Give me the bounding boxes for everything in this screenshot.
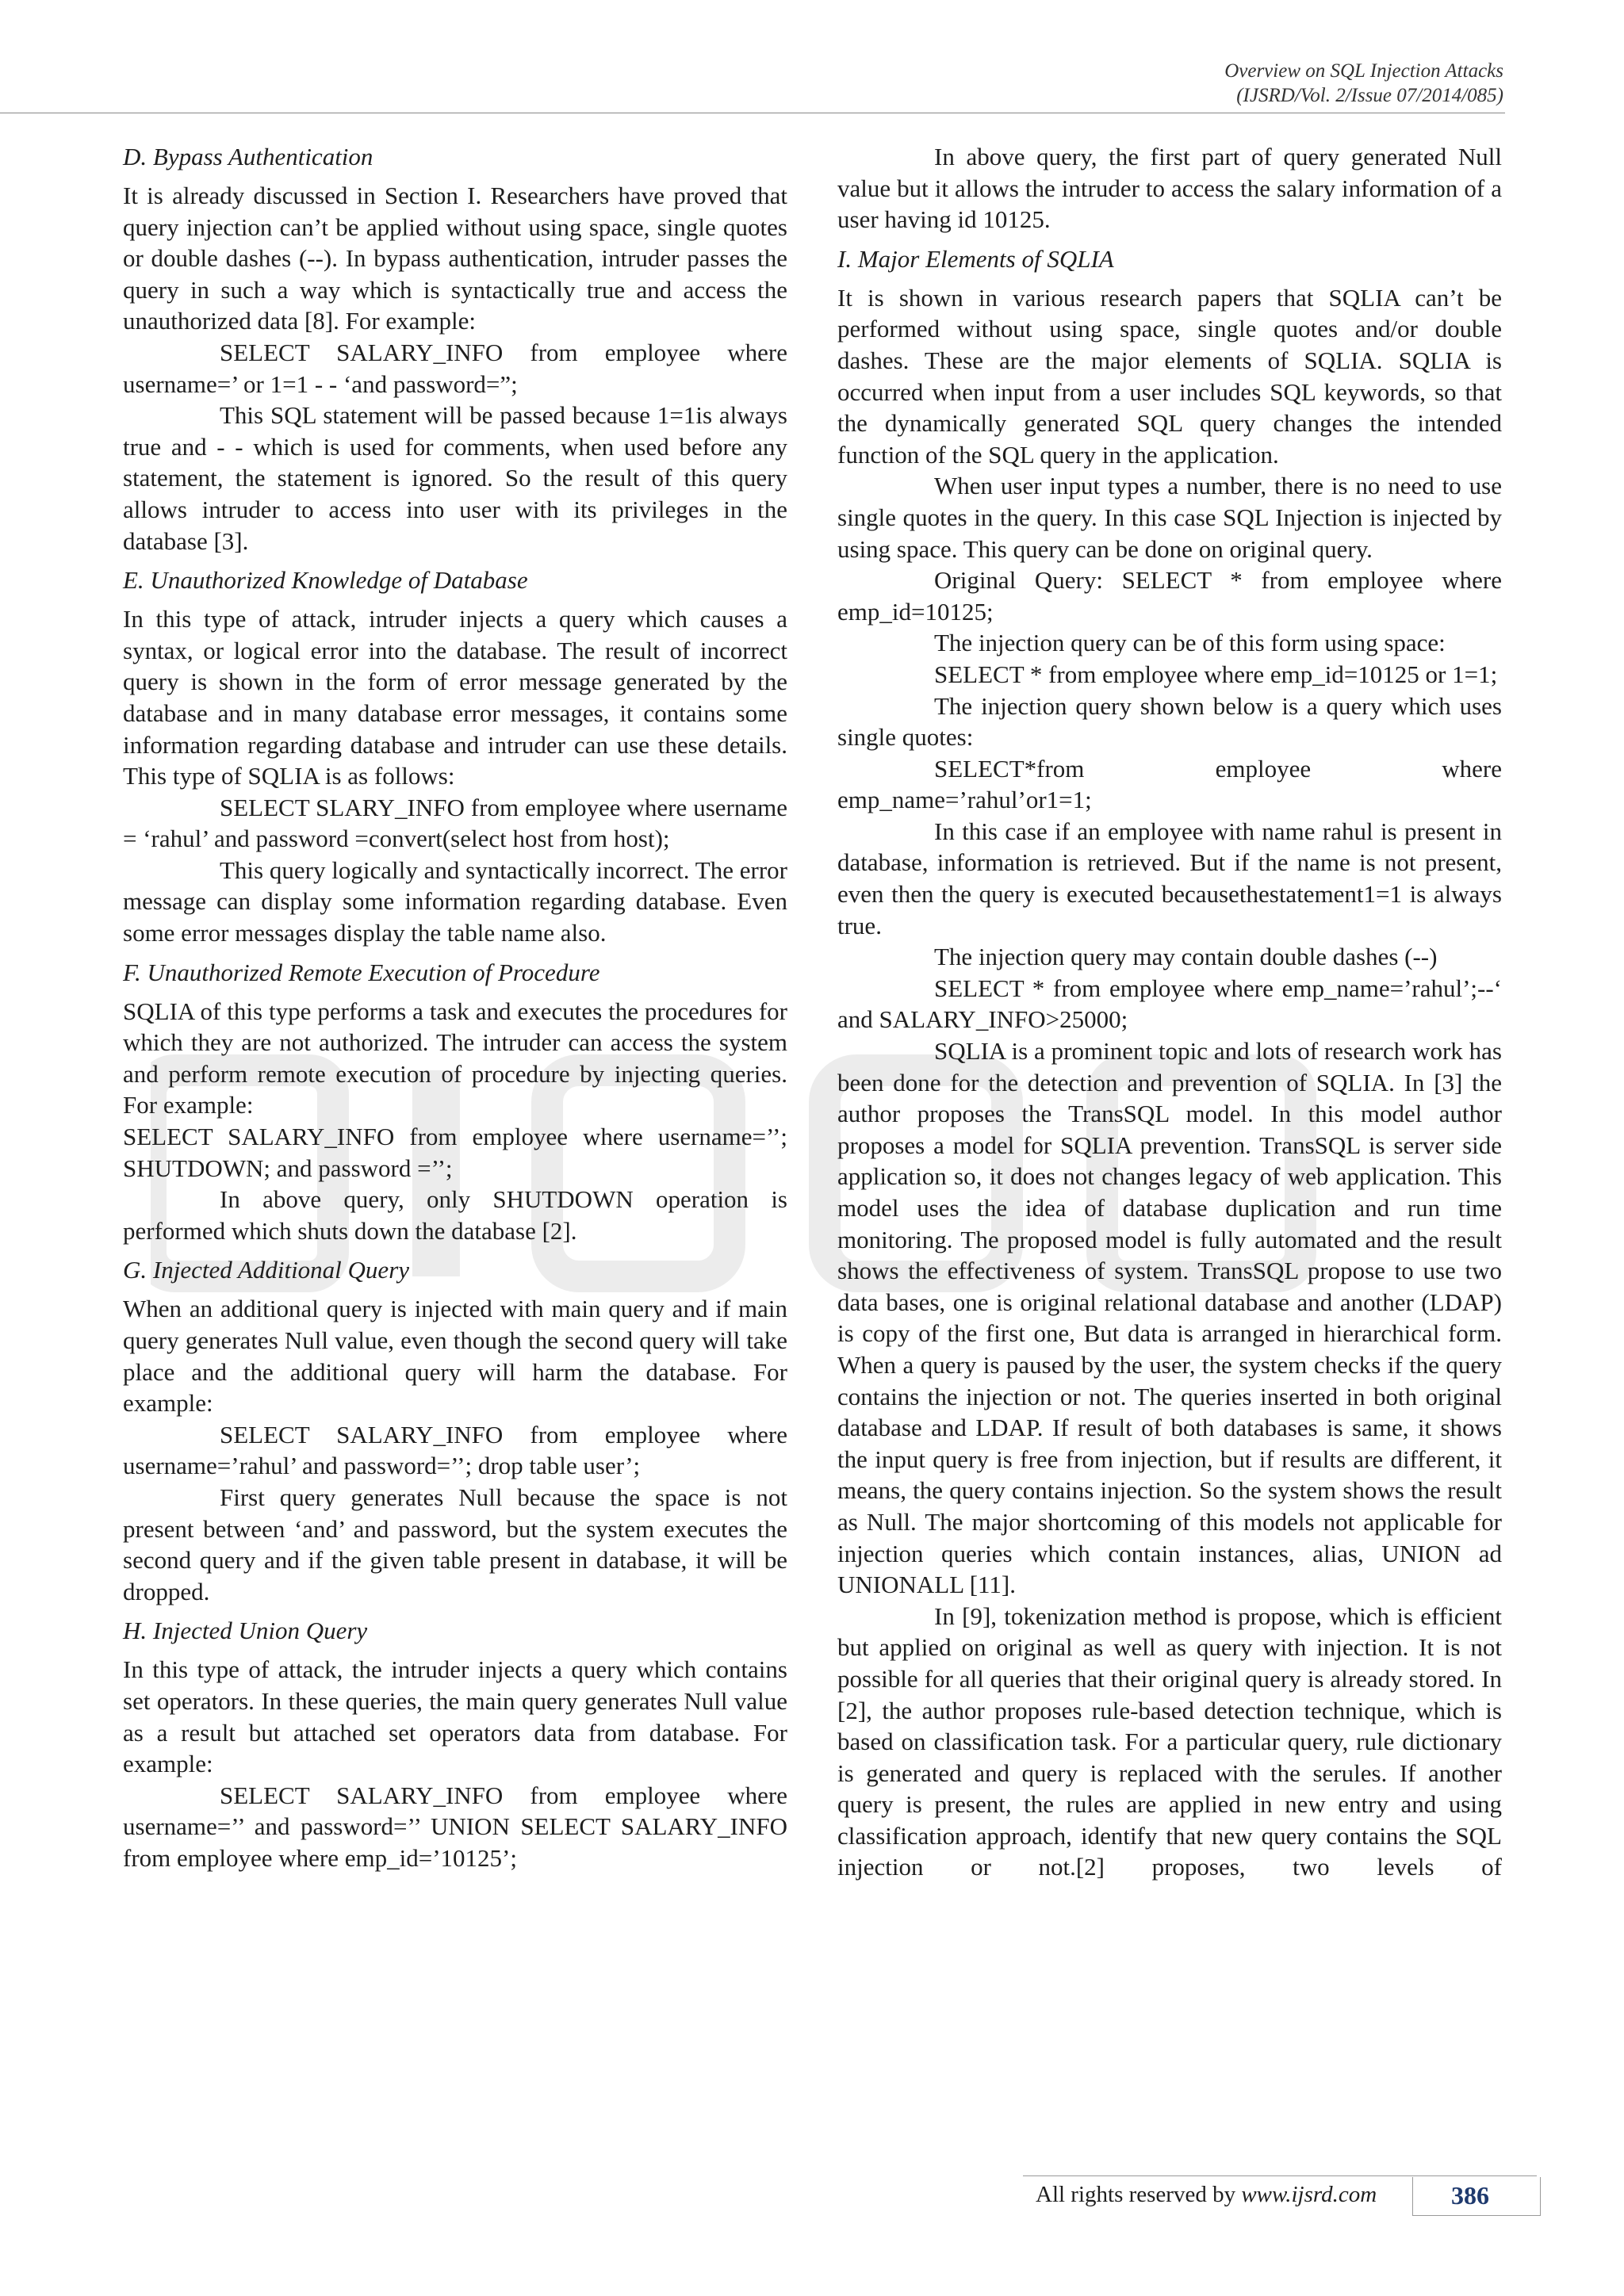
header-journal: (IJSRD/Vol. 2/Issue 07/2014/085) xyxy=(1236,85,1503,106)
paragraph: It is already discussed in Section I. Researchers have proved that query injection can’t be applied without using space, single quotes or double dashes (--). In bypass authentication, intruder passes the query in such a way which is syntactically true and access the unauthorized data [8]. For example: xyxy=(123,182,787,335)
section-heading-f: F. Unauthorized Remote Execution of Procedure xyxy=(123,958,600,986)
paragraph: The injection query can be of this form using space: xyxy=(934,629,1446,657)
code-example: SELECT * from employee where emp_id=10125 or 1=1; xyxy=(934,660,1498,688)
section-heading-g: G. Injected Additional Query xyxy=(123,1256,410,1284)
section-heading-i: I. Major Elements of SQLIA xyxy=(837,244,1114,273)
paragraph: In this type of attack, the intruder injects a query which contains set operators. In these queries, the main query generates Null value as a result but attached set operators data from database. For example: xyxy=(123,1655,787,1778)
paragraph: The injection query may contain double dashes (--) xyxy=(934,943,1438,971)
paragraph: First query generates Null because the space is not present between ‘and’ and password, but the system executes the second query and if the given table present in database, it will be dropped. xyxy=(123,1483,787,1605)
code-example: SELECT SALARY_INFO from employee where username=’ or 1=1 - - ‘and password=”; xyxy=(123,338,787,398)
running-header xyxy=(1224,59,1503,108)
footer-rule xyxy=(1023,2175,1537,2176)
right-column xyxy=(837,141,1502,1883)
header-title: Overview on SQL Injection Attacks xyxy=(1224,60,1503,82)
footer-site-link[interactable]: www.ijsrd.com xyxy=(1241,2182,1377,2207)
section-heading-d: D. Bypass Authentication xyxy=(123,143,373,170)
paragraph: When an additional query is injected with main query and if main query generates Null value, even though the second query will take place and the additional query will harm the database. For example: xyxy=(123,1295,787,1418)
footer-rights: All rights reserved by xyxy=(1036,2182,1242,2207)
code-example: SELECT SALARY_INFO from employee where username=’’ and password=’’ UNION SELECT SALARY_INFO from employee where emp_id=’10125’; xyxy=(123,1781,787,1872)
paragraph: SQLIA is a prominent topic and lots of research work has been done for the detection and prevention of SQLIA. In [3] the author proposes the TransSQL model. In this model author proposes a model for SQLIA prevention. TransSQL is server side application so, it does not changes legacy of web application. This model uses the idea of database duplication and run time monitoring. The proposed model is fully automated and the result shows the effectiveness of system. TransSQL propose to use two data bases, one is original relational database and another (LDAP) is copy of the first one, But data is arranged in hierarchical form. When a query is paused by the user, the system checks if the query contains the injection or not. The queries inserted in both original database and LDAP. If result of both databases is same, it shows the input query is free from injection, but if results are different, it means, the query contains injection. So the system shows the result as Null. The major shortcoming of this models not applicable for injection queries which contain instances, alias, UNION ad UNIONALL [11]. xyxy=(837,1037,1502,1599)
code-example: SELECT SALARY_INFO from employee where username=’’; SHUTDOWN; and password =’’; xyxy=(123,1123,787,1182)
paragraph: In [9], tokenization method is propose, which is efficient but applied on original as well as query with injection. It is not possible for all queries that their original query is already stored. In [2], the author proposes rule-based detection technique, which is based on classification task. For a particular query, rule dictionary is generated and query is replaced with the serules. If another query is present, the rules are applied in new entry and using classification approach, identify that new query contains the SQL injection or not.[2] proposes, two levels of xyxy=(837,1601,1502,1881)
paragraph: In this type of attack, intruder injects a query which causes a syntax, or logical error into the database. The result of incorrect query is shown in the form of error message generated by the database and in many database error messages, it contains some information regarding database and intruder can use these details. This type of SQLIA is as follows: xyxy=(123,605,787,790)
paragraph: This query logically and syntactically incorrect. The error message can display some information regarding database. Even some error messages display the table name also. xyxy=(123,855,787,947)
paragraph: When user input types a number, there is no need to use single quotes in the query. In this case SQL Injection is injected by using space. This query can be done on original query. xyxy=(837,472,1502,563)
paragraph: In above query, the first part of query generated Null value but it allows the intruder to access the salary information of a user having id 10125. xyxy=(837,143,1502,234)
page-number: 386 xyxy=(1451,2181,1489,2210)
paragraph: In above query, only SHUTDOWN operation is performed which shuts down the database [2]. xyxy=(123,1185,787,1245)
code-example: SELECT*from employee where emp_name=’rahul’or1=1; xyxy=(837,754,1502,814)
code-example: Original Query: SELECT * from employee where emp_id=10125; xyxy=(837,566,1502,626)
paragraph: It is shown in various research papers that SQLIA can’t be performed without using space, single quotes and/or double dashes. These are the major elements of SQLIA. SQLIA is occurred when input from a user includes SQL keywords, so that the dynamically generated SQL query changes the intended function of the SQL query in the application. xyxy=(837,283,1502,469)
left-column xyxy=(123,141,787,1874)
paragraph: The injection query shown below is a query which uses single quotes: xyxy=(837,691,1502,752)
section-heading-h: H. Injected Union Query xyxy=(123,1617,368,1645)
paragraph: In this case if an employee with name rahul is present in database, information is retrieved. But if the name is not present, even then the query is executed becausethestatement1=1 is always true. xyxy=(837,817,1502,939)
code-example: SELECT SALARY_INFO from employee where username=’rahul’ and password=’’; drop table user’; xyxy=(123,1420,787,1480)
section-heading-e: E. Unauthorized Knowledge of Database xyxy=(123,566,528,595)
paragraph: This SQL statement will be passed because 1=1is always true and - - which is used for comments, when used before any statement, the statement is ignored. So the result of this query allows intruder to access into user with its privileges in the database [3]. xyxy=(123,401,787,555)
footer-copyright xyxy=(1036,2182,1377,2208)
code-example: SELECT * from employee where emp_name=’rahul’;--‘ and SALARY_INFO>25000; xyxy=(837,974,1502,1034)
code-example: SELECT SLARY_INFO from employee where username = ‘rahul’ and password =convert(select host from host); xyxy=(123,793,787,853)
paragraph: SQLIA of this type performs a task and executes the procedures for which they are not authorized. The intruder can access the system and perform remote execution of procedure by injecting queries. For example: xyxy=(123,997,787,1119)
